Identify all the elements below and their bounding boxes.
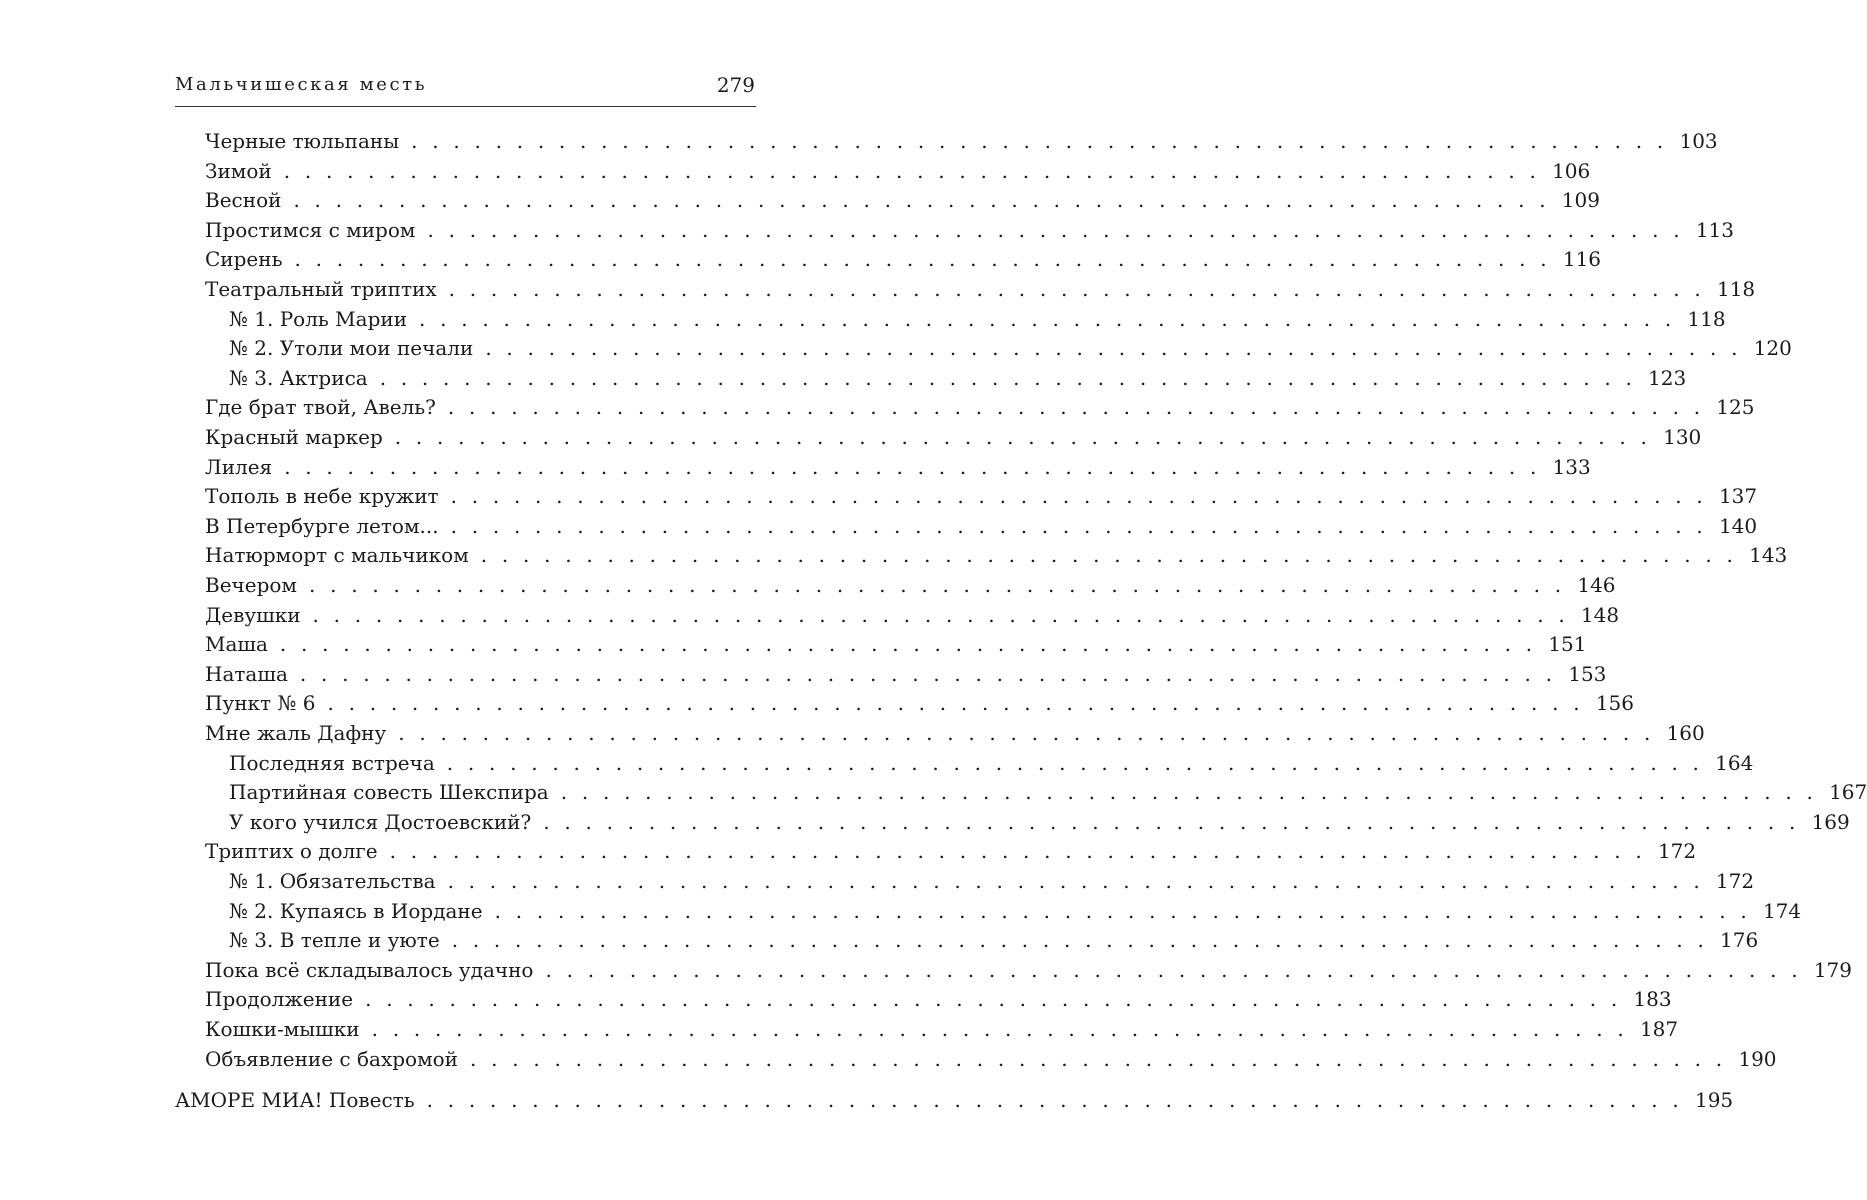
toc-entry-title: Красный маркер — [205, 425, 383, 449]
toc-entry-title: Пункт № 6 — [205, 691, 316, 716]
toc-entry-page: 167 — [1829, 780, 1867, 805]
toc-entry — [205, 1045, 1777, 1074]
toc-entry-title: Лилея — [205, 454, 273, 479]
dot-leader: . . . . . . . . . . . . . . . . . . . . . . . . . . . . . . . . . . . . . . . . . . . . . . . . . . . . . . . . . . . . — [485, 336, 1742, 361]
toc-entry-title: Наташа — [205, 661, 288, 686]
toc-entry-page: 151 — [1548, 632, 1587, 657]
dot-leader: . . . . . . . . . . . . . . . . . . . . . . . . . . . . . . . . . . . . . . . . . . . . . . . . . . . . . . . . . . . . — [299, 661, 1557, 686]
toc-entry-page: 116 — [1562, 247, 1602, 272]
dot-leader: . . . . . . . . . . . . . . . . . . . . . . . . . . . . . . . . . . . . . . . . . . . . . . . . . . . . . . . . . . . . — [279, 632, 1537, 657]
toc-entry-page: 130 — [1663, 425, 1702, 449]
toc-entry-title: Маша — [205, 632, 268, 657]
dot-leader: . . . . . . . . . . . . . . . . . . . . . . . . . . . . . . . . . . . . . . . . . . . . . . . . . . . . . . . . . . . . — [560, 780, 1818, 805]
toc-entry-page: 172 — [1715, 869, 1755, 893]
dot-leader: . . . . . . . . . . . . . . . . . . . . . . . . . . . . . . . . . . . . . . . . . . . . . . . . . . . . . . . . . . . . — [447, 869, 1704, 893]
toc-entry — [229, 897, 1802, 926]
dot-leader: . . . . . . . . . . . . . . . . . . . . . . . . . . . . . . . . . . . . . . . . . . . . . . . . . . . . . . . . . . . . — [309, 573, 1566, 597]
toc-entry-page: 160 — [1666, 721, 1705, 745]
toc-entry-title: Последняя встреча — [229, 750, 435, 775]
toc-entry-title: АМОРЕ МИА! Повесть — [175, 1088, 415, 1113]
running-title: Мальчишеская месть — [175, 74, 428, 95]
dot-leader: . . . . . . . . . . . . . . . . . . . . . . . . . . . . . . . . . . . . . . . . . . . . . . . . . . . . . . . . . . . . — [451, 928, 1709, 953]
running-head — [175, 70, 755, 100]
dot-leader: . . . . . . . . . . . . . . . . . . . . . . . . . . . . . . . . . . . . . . . . . . . . . . . . . . . . . . . . . . . . — [293, 188, 1550, 213]
toc-entry-title: Театральный триптих — [205, 277, 437, 301]
dot-leader: . . . . . . . . . . . . . . . . . . . . . . . . . . . . . . . . . . . . . . . . . . . . . . . . . . . . . . . . . . . . — [545, 957, 1802, 982]
toc-entry — [205, 1015, 1679, 1044]
toc-entry-page: 143 — [1749, 543, 1788, 568]
dot-leader: . . . . . . . . . . . . . . . . . . . . . . . . . . . . . . . . . . . . . . . . . . . . . . . . . . . . . . . . . . . . — [426, 1088, 1683, 1113]
toc-entry — [205, 186, 1600, 215]
toc-entry-title: № 3. Актриса — [229, 365, 368, 390]
toc-entry-title: В Петербурге летом... — [205, 513, 439, 538]
toc-entry-page: 137 — [1718, 484, 1758, 509]
toc-entry-title: Где брат твой, Авель? — [205, 395, 436, 420]
toc-entry — [205, 245, 1602, 274]
toc-entry-page: 109 — [1561, 188, 1600, 213]
toc-entry — [229, 778, 1867, 807]
toc-entry — [205, 423, 1702, 452]
toc-entry-page: 164 — [1715, 750, 1754, 775]
toc-entry — [205, 571, 1616, 600]
toc-entry — [229, 808, 1850, 837]
dot-leader: . . . . . . . . . . . . . . . . . . . . . . . . . . . . . . . . . . . . . . . . . . . . . . . . . . . . . . . . . . . . — [543, 809, 1800, 834]
toc-entry-page: 118 — [1716, 277, 1756, 301]
dot-leader: . . . . . . . . . . . . . . . . . . . . . . . . . . . . . . . . . . . . . . . . . . . . . . . . . . . . . . . . . . . . — [480, 543, 1738, 568]
toc-entry-page: 125 — [1716, 395, 1755, 420]
toc-entry — [205, 837, 1697, 866]
toc-entry-title: Кошки-мышки — [205, 1017, 360, 1041]
toc-entry — [205, 689, 1634, 718]
toc-entry-title: Партийная совесть Шекспира — [229, 780, 549, 805]
toc-entry-title: Сирень — [205, 247, 283, 272]
toc-entry-title: № 2. Купаясь в Иордане — [229, 898, 483, 923]
dot-leader: . . . . . . . . . . . . . . . . . . . . . . . . . . . . . . . . . . . . . . . . . . . . . . . . . . . . . . . . . . . . — [419, 306, 1676, 331]
dot-leader: . . . . . . . . . . . . . . . . . . . . . . . . . . . . . . . . . . . . . . . . . . . . . . . . . . . . . . . . . . . . — [371, 1017, 1628, 1041]
toc-entry-page: 169 — [1811, 809, 1850, 834]
page-number: 279 — [716, 73, 755, 97]
dot-leader: . . . . . . . . . . . . . . . . . . . . . . . . . . . . . . . . . . . . . . . . . . . . . . . . . . . . . . . . . . . . — [427, 217, 1684, 242]
toc-entry — [229, 305, 1726, 334]
toc-entry — [229, 867, 1755, 896]
dot-leader: . . . . . . . . . . . . . . . . . . . . . . . . . . . . . . . . . . . . . . . . . . . . . . . . . . . . . . . . . . . . — [365, 987, 1622, 1012]
toc-entry-page: 103 — [1679, 129, 1718, 153]
toc-entry — [205, 275, 1756, 304]
toc-entry-page: 195 — [1694, 1088, 1734, 1113]
dot-leader: . . . . . . . . . . . . . . . . . . . . . . . . . . . . . . . . . . . . . . . . . . . . . . . . . . . . . . . . . . . . — [394, 425, 1652, 449]
toc-entry-title: № 1. Обязательства — [229, 869, 436, 893]
toc-entry-title: Зимой — [205, 158, 272, 183]
dot-leader: . . . . . . . . . . . . . . . . . . . . . . . . . . . . . . . . . . . . . . . . . . . . . . . . . . . . . . . . . . . . — [398, 721, 1655, 745]
dot-leader: . . . . . . . . . . . . . . . . . . . . . . . . . . . . . . . . . . . . . . . . . . . . . . . . . . . . . . . . . . . . — [312, 602, 1569, 627]
toc-entry — [205, 956, 1852, 985]
toc-entry — [205, 393, 1755, 422]
toc-entry-title: Девушки — [205, 602, 301, 627]
toc-entry-page: 118 — [1687, 306, 1726, 331]
dot-leader: . . . . . . . . . . . . . . . . . . . . . . . . . . . . . . . . . . . . . . . . . . . . . . . . . . . . . . . . . . . . — [284, 454, 1541, 479]
toc-entry — [205, 630, 1587, 659]
toc-entry-title: Простимся с миром — [205, 217, 416, 242]
toc-entry — [205, 157, 1591, 186]
toc-entry — [175, 1086, 1734, 1115]
toc-entry-title: Весной — [205, 188, 282, 213]
dot-leader: . . . . . . . . . . . . . . . . . . . . . . . . . . . . . . . . . . . . . . . . . . . . . . . . . . . . . . . . . . . . — [294, 247, 1551, 272]
toc-entry-page: 183 — [1633, 987, 1672, 1012]
toc-entry-page: 179 — [1813, 957, 1852, 982]
toc-entry-page: 133 — [1552, 454, 1591, 479]
dot-leader: . . . . . . . . . . . . . . . . . . . . . . . . . . . . . . . . . . . . . . . . . . . . . . . . . . . . . . . . . . . . — [450, 513, 1707, 538]
toc-entry-title: У кого учился Достоевский? — [229, 809, 532, 834]
toc-entry-title: Продолжение — [205, 987, 354, 1012]
toc-entry-title: Триптих о долге — [205, 839, 378, 864]
toc-entry — [229, 334, 1792, 363]
toc-entry-page: 153 — [1568, 661, 1607, 686]
toc-entry — [205, 216, 1734, 245]
toc-entry-page: 146 — [1577, 573, 1616, 597]
dot-leader: . . . . . . . . . . . . . . . . . . . . . . . . . . . . . . . . . . . . . . . . . . . . . . . . . . . . . . . . . . . . — [379, 365, 1637, 390]
dot-leader: . . . . . . . . . . . . . . . . . . . . . . . . . . . . . . . . . . . . . . . . . . . . . . . . . . . . . . . . . . . . — [446, 750, 1704, 775]
toc-entry-title: № 1. Роль Марии — [229, 306, 408, 331]
toc-entry-title: Объявление с бахромой — [205, 1046, 459, 1071]
dot-leader: . . . . . . . . . . . . . . . . . . . . . . . . . . . . . . . . . . . . . . . . . . . . . . . . . . . . . . . . . . . . — [494, 898, 1751, 923]
dot-leader: . . . . . . . . . . . . . . . . . . . . . . . . . . . . . . . . . . . . . . . . . . . . . . . . . . . . . . . . . . . . — [470, 1046, 1727, 1071]
toc-entry-page: 174 — [1762, 898, 1802, 923]
header-rule — [175, 106, 756, 107]
toc-entry-page: 156 — [1595, 691, 1634, 716]
toc-entry — [205, 453, 1591, 482]
toc-entry — [205, 512, 1758, 541]
toc-entry-page: 140 — [1718, 513, 1758, 538]
dot-leader: . . . . . . . . . . . . . . . . . . . . . . . . . . . . . . . . . . . . . . . . . . . . . . . . . . . . . . . . . . . . — [411, 129, 1668, 153]
toc-entry — [229, 364, 1687, 393]
toc-entry — [205, 985, 1672, 1014]
toc-entry-page: 190 — [1738, 1046, 1777, 1071]
toc-entry-page: 120 — [1753, 336, 1792, 361]
dot-leader: . . . . . . . . . . . . . . . . . . . . . . . . . . . . . . . . . . . . . . . . . . . . . . . . . . . . . . . . . . . . — [448, 277, 1705, 301]
toc-entry-title: Тополь в небе кружит — [205, 484, 439, 509]
toc-entry-page: 106 — [1552, 158, 1591, 183]
toc-entry — [229, 926, 1759, 955]
toc-entry-title: № 2. Утоли мои печали — [229, 336, 474, 361]
dot-leader: . . . . . . . . . . . . . . . . . . . . . . . . . . . . . . . . . . . . . . . . . . . . . . . . . . . . . . . . . . . . — [283, 158, 1541, 183]
dot-leader: . . . . . . . . . . . . . . . . . . . . . . . . . . . . . . . . . . . . . . . . . . . . . . . . . . . . . . . . . . . . — [450, 484, 1707, 509]
toc-entry-title: Черные тюльпаны — [205, 129, 400, 153]
toc-entry — [205, 482, 1758, 511]
toc-entry-title: Натюрморт с мальчиком — [205, 543, 469, 568]
toc-entry-title: Вечером — [205, 573, 297, 597]
dot-leader: . . . . . . . . . . . . . . . . . . . . . . . . . . . . . . . . . . . . . . . . . . . . . . . . . . . . . . . . . . . . — [327, 691, 1584, 716]
toc-entry-page: 148 — [1580, 602, 1620, 627]
toc-entry — [205, 127, 1718, 156]
dot-leader: . . . . . . . . . . . . . . . . . . . . . . . . . . . . . . . . . . . . . . . . . . . . . . . . . . . . . . . . . . . . — [389, 839, 1646, 864]
toc-entry — [205, 660, 1607, 689]
toc-entry-page: 113 — [1695, 217, 1734, 242]
toc-entry-title: Пока всё складывалось удачно — [205, 957, 534, 982]
toc-entry-title: Мне жаль Дафну — [205, 721, 387, 745]
toc-entry — [205, 601, 1620, 630]
toc-entry-page: 187 — [1639, 1017, 1679, 1041]
toc-entry-page: 176 — [1720, 928, 1759, 953]
toc-entry-page: 172 — [1657, 839, 1697, 864]
toc-entry-title: № 3. В тепле и уюте — [229, 928, 440, 953]
toc-entry-page: 123 — [1648, 365, 1687, 390]
toc-entry — [205, 541, 1788, 570]
dot-leader: . . . . . . . . . . . . . . . . . . . . . . . . . . . . . . . . . . . . . . . . . . . . . . . . . . . . . . . . . . . . — [447, 395, 1705, 420]
toc-entry — [229, 749, 1754, 778]
toc-entry — [205, 719, 1705, 748]
